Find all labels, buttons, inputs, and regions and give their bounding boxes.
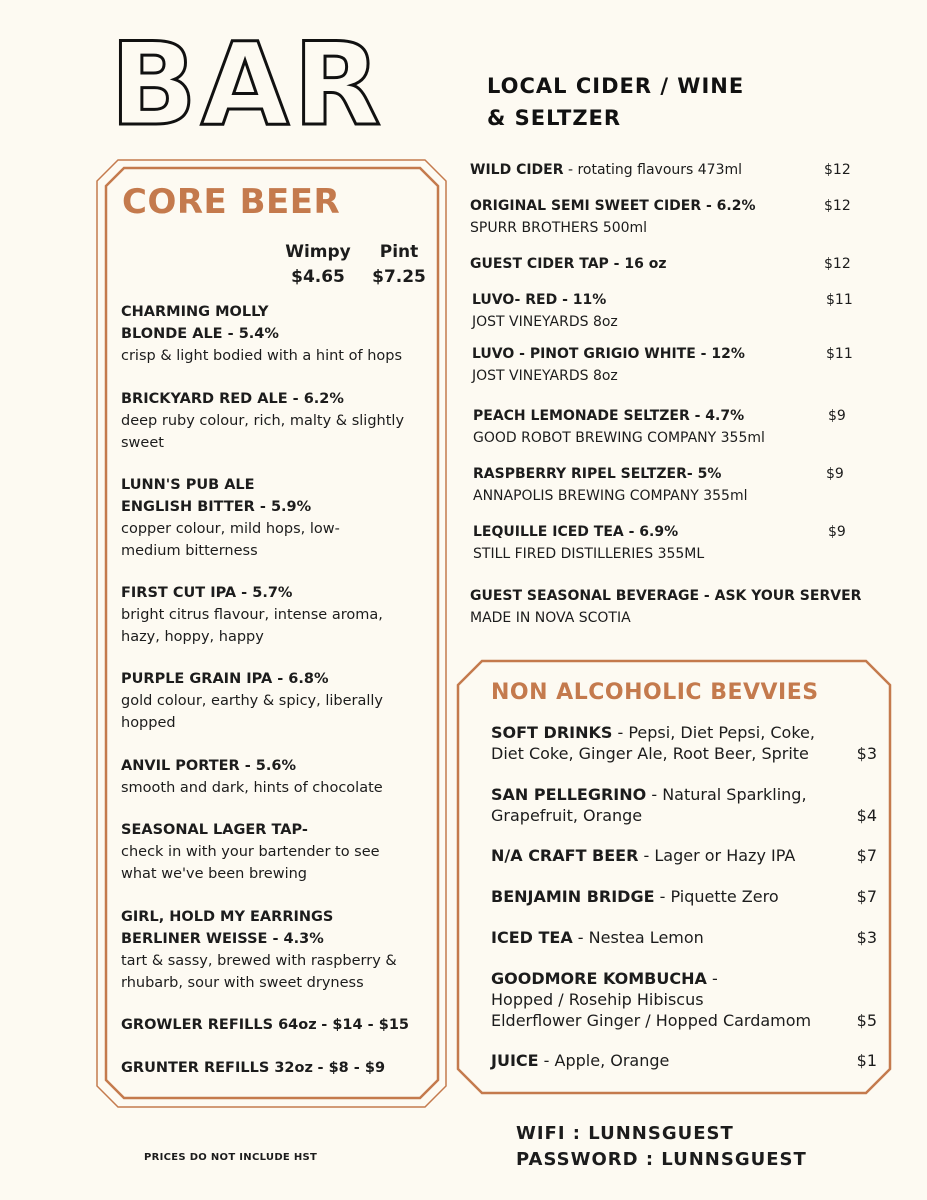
na-price: $7 [856, 846, 877, 865]
growler-refills [121, 1014, 441, 1036]
beer-item [121, 388, 441, 454]
drink-name: WILD CIDER [470, 162, 564, 178]
beer-desc-block [121, 518, 381, 562]
beer-desc-block [121, 345, 441, 367]
drink-price: $11 [826, 292, 853, 308]
drink-sub: MADE IN NOVA SCOTIA [470, 610, 631, 626]
drink-item [473, 405, 765, 449]
beer-desc: bright citrus flavour, intense aroma, hazy, hoppy, happy [121, 607, 383, 645]
bar-title: BAR [110, 18, 385, 151]
drink-price: $12 [824, 162, 851, 178]
na-desc: - Lager or Hazy IPA [638, 846, 796, 865]
na-item [491, 1050, 669, 1071]
drink-sub: SPURR BROTHERS 500ml [470, 220, 648, 236]
na-name: JUICE [491, 1051, 539, 1070]
drink-price: $12 [824, 198, 851, 214]
na-item [491, 784, 807, 826]
drink-sub: STILL FIRED DISTILLERIES 355ML [473, 546, 705, 562]
beer-desc: copper colour, mild hops, low-medium bitterness [121, 521, 340, 559]
beer-desc: crisp & light bodied with a hint of hops [121, 348, 403, 364]
drink-item [470, 253, 667, 275]
na-name: N/A CRAFT BEER [491, 846, 639, 865]
na-item [491, 968, 811, 1031]
size-price: $7.25 [372, 267, 426, 287]
wifi-password: PASSWORD : LUNNSGUEST [516, 1149, 807, 1170]
drink-item [472, 343, 745, 387]
drink-item [473, 521, 704, 565]
na-price: $1 [856, 1051, 877, 1070]
drink-name: LUVO- RED - 11% [472, 292, 607, 308]
beer-name: BRICKYARD RED ALE - 6.2% [121, 391, 344, 407]
core-beer-title: CORE BEER [122, 182, 341, 222]
local-heading-line: & SELTZER [487, 106, 622, 130]
drink-name: RASPBERRY RIPEL SELTZER- 5% [473, 466, 722, 482]
grunter-refills [121, 1057, 441, 1079]
refill-price: - $14 - $15 [321, 1017, 409, 1033]
na-item [491, 927, 704, 948]
drink-price: $9 [828, 524, 846, 540]
na-price: $7 [856, 887, 877, 906]
na-desc-line: Diet Coke, Ginger Ale, Root Beer, Sprite [491, 744, 809, 763]
beer-desc: check in with your bartender to see what we've been brewing [121, 844, 380, 882]
na-price: $4 [856, 806, 877, 825]
na-item [491, 886, 779, 907]
hst-note: PRICES DO NOT INCLUDE HST [144, 1152, 318, 1163]
drink-sub: JOST VINEYARDS 8oz [472, 368, 618, 384]
beer-item [121, 582, 441, 648]
beer-item [121, 906, 346, 950]
size-wimpy [278, 240, 358, 290]
drink-name: GUEST SEASONAL BEVERAGE - ASK YOUR SERVER [470, 588, 862, 604]
refill-name: GRUNTER REFILLS 32oz [121, 1060, 313, 1076]
na-desc: - Nestea Lemon [572, 928, 704, 947]
na-name: GOODMORE KOMBUCHA [491, 969, 707, 988]
beer-item [121, 819, 441, 885]
non-alc-title: NON ALCOHOLIC BEVVIES [491, 680, 819, 705]
na-desc-line: Hopped / Rosehip Hibiscus [491, 990, 704, 1009]
refill-name: GROWLER REFILLS 64oz [121, 1017, 317, 1033]
drink-item [473, 463, 747, 507]
drink-item [470, 159, 742, 181]
local-cider-heading [487, 70, 744, 134]
drink-sub: ANNAPOLIS BREWING COMPANY 355ml [473, 488, 748, 504]
beer-item [121, 755, 441, 799]
size-name: Wimpy [285, 242, 351, 262]
size-name: Pint [379, 242, 419, 262]
size-pint [364, 240, 434, 290]
na-name: SAN PELLEGRINO [491, 785, 647, 804]
drink-item [470, 585, 861, 629]
beer-name: LUNN'S PUB ALE ENGLISH BITTER - 5.9% [121, 477, 312, 515]
na-price: $3 [856, 744, 877, 763]
local-heading-line: LOCAL CIDER / WINE [487, 74, 745, 98]
drink-price: $9 [826, 466, 844, 482]
beer-desc: deep ruby colour, rich, malty & slightly sweet [121, 413, 405, 451]
beer-desc: smooth and dark, hints of chocolate [121, 780, 383, 796]
beer-item [121, 474, 321, 518]
drink-desc: - rotating flavours 473ml [563, 162, 743, 178]
na-desc: - Piquette Zero [654, 887, 779, 906]
drink-price: $9 [828, 408, 846, 424]
drink-price: $12 [824, 256, 851, 272]
beer-name: PURPLE GRAIN IPA - 6.8% [121, 671, 329, 687]
drink-item [472, 289, 618, 333]
beer-desc-block [121, 950, 421, 994]
na-desc-line: Elderflower Ginger / Hopped Cardamom [491, 1011, 812, 1030]
drink-name: ORIGINAL SEMI SWEET CIDER - 6.2% [470, 198, 756, 214]
drink-sub: JOST VINEYARDS 8oz [472, 314, 618, 330]
beer-name: GIRL, HOLD MY EARRINGS BERLINER WEISSE - 4.3% [121, 909, 334, 947]
beer-desc: gold colour, earthy & spicy, liberally hopped [121, 693, 384, 731]
beer-desc: tart & sassy, brewed with raspberry & rhubarb, sour with sweet dryness [121, 953, 397, 991]
drink-name: PEACH LEMONADE SELTZER - 4.7% [473, 408, 745, 424]
wifi-info [516, 1121, 807, 1173]
na-desc: - Pepsi, Diet Pepsi, Coke, [612, 723, 815, 742]
drink-name: GUEST CIDER TAP - 16 oz [470, 256, 667, 272]
na-item [491, 722, 815, 764]
na-desc: - Apple, Orange [538, 1051, 670, 1070]
na-desc-line: Grapefruit, Orange [491, 806, 643, 825]
na-name: ICED TEA [491, 928, 573, 947]
na-name: BENJAMIN BRIDGE [491, 887, 655, 906]
size-price: $4.65 [291, 267, 345, 287]
drink-name: LUVO - PINOT GRIGIO WHITE - 12% [472, 346, 745, 362]
wifi-network: WIFI : LUNNSGUEST [516, 1123, 734, 1144]
beer-name: FIRST CUT IPA - 5.7% [121, 585, 293, 601]
drink-item [470, 195, 756, 239]
drink-name: LEQUILLE ICED TEA - 6.9% [473, 524, 679, 540]
drink-sub: GOOD ROBOT BREWING COMPANY 355ml [473, 430, 765, 446]
na-item [491, 845, 795, 866]
na-name: SOFT DRINKS [491, 723, 613, 742]
beer-name: SEASONAL LAGER TAP- [121, 822, 308, 838]
beer-name: CHARMING MOLLY BLONDE ALE - 5.4% [121, 304, 279, 342]
na-price: $5 [856, 1011, 877, 1030]
beer-name: ANVIL PORTER - 5.6% [121, 758, 297, 774]
beer-item [121, 668, 441, 734]
na-price: $3 [856, 928, 877, 947]
beer-item [121, 301, 321, 345]
na-desc: - [706, 969, 718, 988]
na-desc: - Natural Sparkling, [646, 785, 807, 804]
refill-price: - $8 - $9 [317, 1060, 386, 1076]
drink-price: $11 [826, 346, 853, 362]
